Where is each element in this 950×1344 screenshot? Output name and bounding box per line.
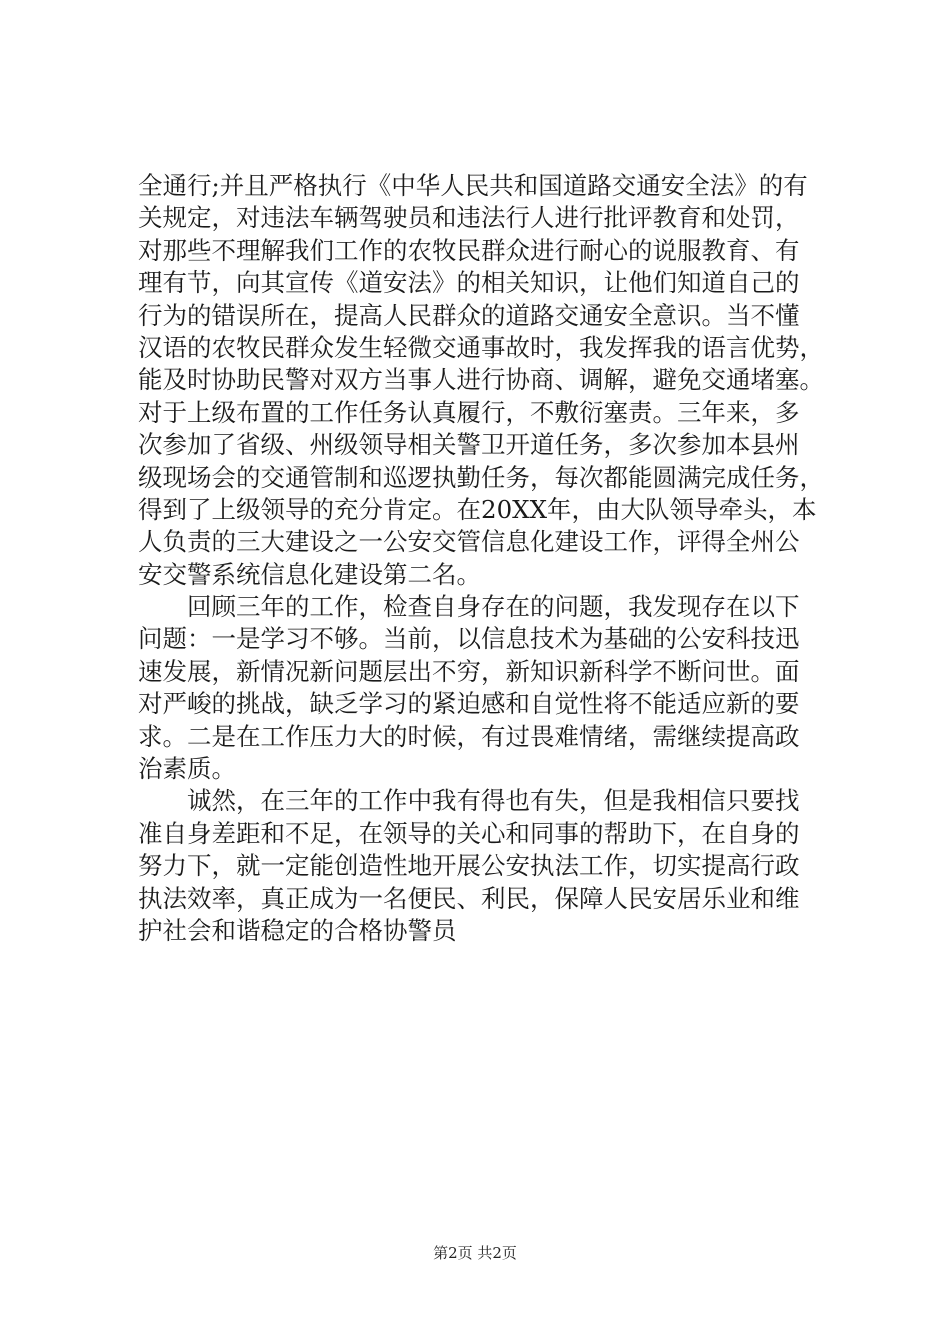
page-footer: 第2页 共2页 — [433, 1244, 517, 1262]
text-line: 护社会和谐稳定的合格协警员 — [138, 915, 457, 945]
text-line: 求。二是在工作压力大的时候，有过畏难情绪，需继续提高政 — [138, 721, 800, 751]
text-line: 理有节，向其宣传《道安法》的相关知识，让他们知道自己的 — [138, 268, 800, 298]
text-line: 回顾三年的工作，检查自身存在的问题，我发现存在以下 — [187, 592, 800, 622]
text-line: 行为的错误所在，提高人民群众的道路交通安全意识。当不懂 — [138, 300, 800, 330]
text-line: 汉语的农牧民群众发生轻微交通事故时，我发挥我的语言优势， — [138, 332, 824, 362]
text-line: 问题：一是学习不够。当前，以信息技术为基础的公安科技迅 — [138, 624, 800, 654]
text-line: 准自身差距和不足，在领导的关心和同事的帮助下，在自身的 — [138, 818, 800, 848]
text-line: 级现场会的交通管制和巡逻执勤任务，每次都能圆满完成任务， — [138, 462, 824, 492]
text-line: 对那些不理解我们工作的农牧民群众进行耐心的说服教育、有 — [138, 235, 800, 265]
document-body — [138, 170, 838, 947]
text-line: 速发展，新情况新问题层出不穷，新知识新科学不断问世。面 — [138, 656, 800, 686]
text-line: 诚然，在三年的工作中我有得也有失，但是我相信只要找 — [187, 786, 800, 816]
text-line: 治素质。 — [138, 754, 236, 784]
text-line: 努力下，就一定能创造性地开展公安执法工作，切实提高行政 — [138, 851, 800, 881]
text-line: 人负责的三大建设之一公安交管信息化建设工作，评得全州公 — [138, 527, 800, 557]
text-line: 对于上级布置的工作任务认真履行，不敷衍塞责。三年来，多 — [138, 397, 800, 427]
text-line: 安交警系统信息化建设第二名。 — [138, 559, 481, 589]
text-line: 关规定，对违法车辆驾驶员和违法行人进行批评教育和处罚， — [138, 203, 800, 233]
text-line: 全通行;并且严格执行《中华人民共和国道路交通安全法》的有 — [138, 171, 808, 200]
text-line: 对严峻的挑战，缺乏学习的紧迫感和自觉性将不能适应新的要 — [138, 689, 800, 719]
text-line: 次参加了省级、州级领导相关警卫开道任务，多次参加本县州 — [138, 430, 800, 460]
text-line: 得到了上级领导的充分肯定。在20XX年，由大队领导牵头，本 — [138, 494, 817, 524]
text-line: 能及时协助民警对双方当事人进行协商、调解，避免交通堵塞。 — [138, 365, 824, 395]
text-line: 执法效率，真正成为一名便民、利民，保障人民安居乐业和维 — [138, 883, 800, 913]
